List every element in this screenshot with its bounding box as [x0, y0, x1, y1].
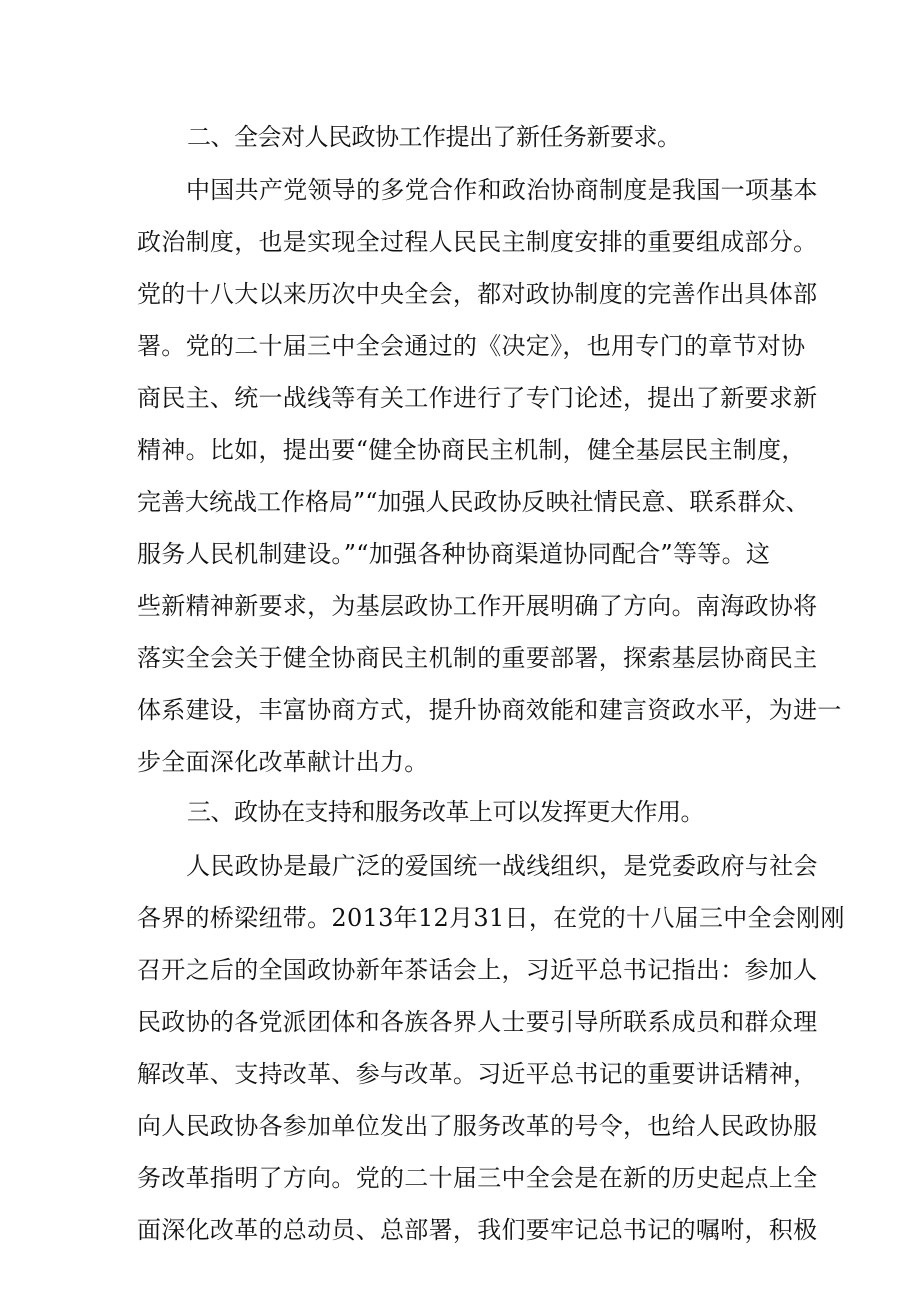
- section-heading-3: 三、政协在支持和服务改革上可以发挥更大作用。: [187, 798, 704, 826]
- paragraph-line: 完善大统战工作格局”“加强人民政协反映社情民意、联系群众、: [137, 488, 810, 516]
- paragraph-line: 各界的桥梁纽带。2013年12月31日，在党的十八届三中全会刚刚: [137, 904, 845, 932]
- paragraph-line: 署。党的二十届三中全会通过的《决定》，也用专门的章节对协: [137, 332, 806, 360]
- paragraph-line: 人民政协是最广泛的爱国统一战线组织，是党委政府与社会: [186, 852, 818, 880]
- paragraph-line: 党的十八大以来历次中央全会，都对政协制度的完善作出具体部: [137, 280, 818, 308]
- paragraph-line: 务改革指明了方向。党的二十届三中全会是在新的历史起点上全: [137, 1164, 818, 1192]
- paragraph-line: 体系建设，丰富协商方式，提升协商效能和建言资政水平，为进一: [137, 696, 842, 724]
- paragraph-line: 向人民政协各参加单位发出了服务改革的号令，也给人民政协服: [137, 1112, 818, 1140]
- paragraph-line: 面深化改革的总动员、总部署，我们要牢记总书记的嘱咐，积极: [137, 1216, 818, 1244]
- paragraph-line: 精神。比如，提出要“健全协商民主机制，健全基层民主制度，: [137, 436, 806, 464]
- paragraph-line: 服务人民机制建设。”“加强各种协商渠道协同配合”等等。这: [137, 540, 771, 568]
- paragraph-line: 步全面深化改革献计出力。: [137, 748, 429, 776]
- paragraph-line: 召开之后的全国政协新年茶话会上，习近平总书记指出：参加人: [137, 956, 818, 984]
- paragraph-line: 民政协的各党派团体和各族各界人士要引导所联系成员和群众理: [137, 1008, 818, 1036]
- paragraph-line: 商民主、统一战线等有关工作进行了专门论述，提出了新要求新: [137, 384, 818, 412]
- paragraph-line: 些新精神新要求，为基层政协工作开展明确了方向。南海政协将: [137, 592, 818, 620]
- paragraph-line: 落实全会关于健全协商民主机制的重要部署，探索基层协商民主: [137, 644, 818, 672]
- paragraph-line: 政治制度，也是实现全过程人民民主制度安排的重要组成部分。: [137, 228, 818, 256]
- paragraph-line: 解改革、支持改革、参与改革。习近平总书记的重要讲话精神，: [137, 1060, 818, 1088]
- paragraph-line: 中国共产党领导的多党合作和政治协商制度是我国一项基本: [186, 176, 818, 204]
- section-heading-2: 二、全会对人民政协工作提出了新任务新要求。: [187, 123, 681, 151]
